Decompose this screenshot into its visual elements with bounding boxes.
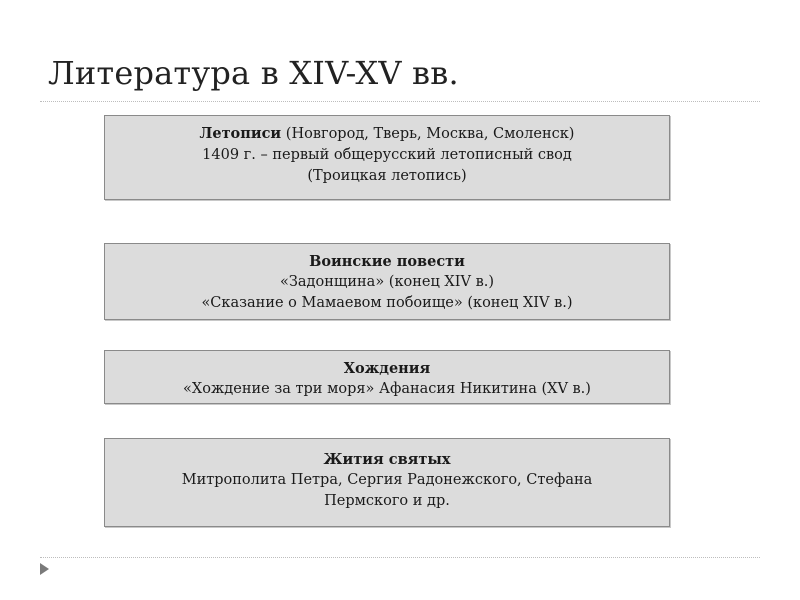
saints-lives-box bbox=[104, 438, 670, 527]
slide-title: Литература в XIV-XV вв. bbox=[48, 54, 459, 92]
chronicles-line-3: (Троицкая летопись) bbox=[307, 168, 467, 184]
saints-lives-line-2: Митрополита Петра, Сергия Радонежского, Стефана bbox=[181, 472, 593, 488]
journeys-line-2: «Хождение за три моря» Афанасия Никитина (XV в.) bbox=[183, 381, 591, 397]
saints-lives-line-3: Пермского и др. bbox=[324, 493, 450, 509]
play-arrow-icon[interactable] bbox=[40, 563, 49, 575]
chronicles-heading-line bbox=[115, 123, 659, 145]
title-divider bbox=[40, 101, 760, 102]
military-tales-line-2: «Задонщина» (конец XIV в.) bbox=[280, 274, 494, 290]
military-tales-heading: Воинские повести bbox=[309, 253, 465, 270]
chronicles-line-2: 1409 г. – первый общерусский летописный свод bbox=[202, 147, 572, 163]
military-tales-line-3: «Сказание о Мамаевом побоище» (конец XIV в.) bbox=[201, 295, 573, 311]
footer-divider bbox=[40, 557, 760, 558]
journeys-box bbox=[104, 350, 670, 404]
journeys-heading: Хождения bbox=[343, 360, 431, 377]
chronicles-cities: (Новгород, Тверь, Москва, Смоленск) bbox=[281, 126, 575, 142]
saints-lives-heading: Жития святых bbox=[323, 451, 451, 468]
chronicles-heading: Летописи bbox=[199, 125, 282, 142]
military-tales-box bbox=[104, 243, 670, 320]
chronicles-box bbox=[104, 115, 670, 200]
